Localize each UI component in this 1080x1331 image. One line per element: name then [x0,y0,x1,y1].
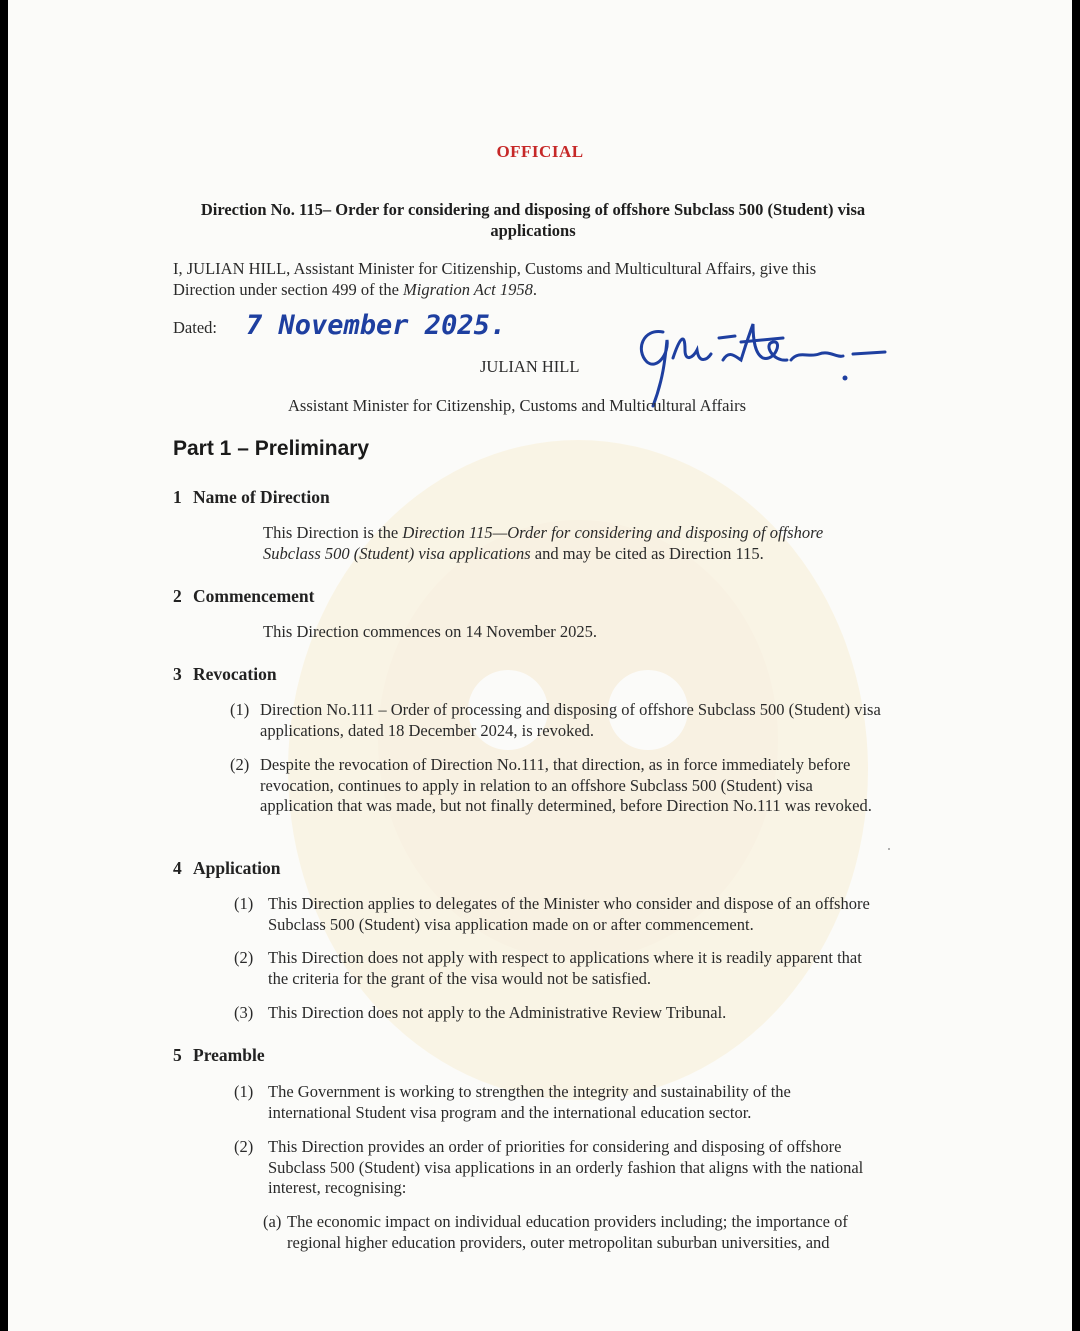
item-text: This Direction provides an order of priorities for considering and disposing of offshore Subclass 500 (Student) visa applications in an orderly fashion that aligns with the national interest, recognising: [268,1137,864,1197]
item-text: This Direction applies to delegates of the Minister who consider and dispose of an offshore Subclass 500 (Student) visa application made on or after commencement. [268,894,870,934]
section-1-line-2 [263,544,903,565]
item-text: This Direction does not apply with respect to applications where it is readily apparent that the criteria for the grant of the visa would not be satisfied. [268,948,862,988]
item-text: Despite the revocation of Direction No.111, that direction, as in force immediately before revocation, continues to apply in relation to an offshore Subclass 500 (Student) visa application that was made, but not finally determined, before Direction No.111 was revoked. [260,755,872,815]
application-item-3 [234,1003,874,1024]
part-heading: Part 1 – Preliminary [173,437,370,460]
section-heading-4 [173,858,281,879]
item-text: Direction No.111 – Order of processing and disposing of offshore Subclass 500 (Student) visa applications, dated 18 December 2024, is revoked. [260,700,881,740]
item-text: This Direction does not apply to the Administrative Review Tribunal. [268,1003,727,1022]
intro-text: Direction under section 499 of the [173,279,404,299]
item-label: (1) [230,700,250,719]
title-line-2: applications [490,221,576,240]
item-text: The Government is working to strengthen the integrity and sustainability of the international Student visa program and the international education sector. [268,1082,791,1122]
item-label: (2) [234,1137,254,1156]
handwritten-date [238,300,558,344]
body-text: This Direction is the [263,523,403,542]
act-name: Migration Act 1958 [403,279,533,299]
section-title: Preamble [193,1045,265,1065]
section-number: 1 [173,487,182,507]
section-title: Application [193,858,281,878]
title-line-1: Direction No. 115– Order for considering and disposing of offshore Subclass 500 (Student) visa [200,200,866,219]
preamble-item-1 [234,1082,854,1123]
section-title: Revocation [193,664,277,684]
section-number: 4 [173,858,182,878]
item-label: (1) [234,894,254,913]
section-number: 3 [173,664,182,684]
signatory-role: Assistant Minister for Citizenship, Customs and Multicultural Affairs [288,396,746,415]
section-heading-2 [173,586,314,607]
direction-name-cont: Subclass 500 (Student) visa applications [263,543,531,563]
revocation-item-2 [230,755,890,817]
section-title: Commencement [193,586,315,606]
intro-period: . [532,279,538,299]
signatory-name: JULIAN HILL [480,357,580,376]
section-heading-5 [173,1045,265,1066]
item-label: (2) [234,948,254,967]
item-text: The economic impact on individual education providers including; the importance of regional higher education providers, outer metropolitan suburban universities, and [287,1212,848,1252]
item-label: (a) [263,1212,282,1231]
intro-line-1: I, JULIAN HILL, Assistant Minister for Citizenship, Customs and Multicultural Affairs, give this [173,259,817,278]
section-number: 5 [173,1045,182,1065]
application-item-1 [234,894,874,935]
intro-paragraph [173,259,893,300]
direction-name: Direction 115—Order for considering and disposing of offshore [402,523,824,542]
section-number: 2 [173,586,182,606]
application-item-2 [234,948,874,989]
revocation-item-1 [230,700,890,741]
section-title: Name of Direction [193,487,330,507]
item-label: (1) [234,1082,254,1101]
handwritten-date-text: 7 November 2025. [246,310,507,341]
intro-line-2 [173,280,893,301]
classification-marking: OFFICIAL [496,142,584,161]
section-1-line-1 [263,523,903,544]
body-text: and may be cited as Direction 115. [530,543,764,563]
document-title [168,199,898,241]
section-2-body: This Direction commences on 14 November 2025. [263,622,598,641]
preamble-item-2 [234,1137,884,1199]
document-page [8,0,1072,1331]
preamble-subitem-a [263,1212,893,1253]
item-label: (3) [234,1003,254,1022]
section-heading-1 [173,487,330,508]
section-heading-3 [173,664,277,685]
dated-label: Dated: [173,318,217,337]
item-label: (2) [230,755,250,774]
section-1-body [263,523,903,564]
scan-speck [888,848,890,850]
